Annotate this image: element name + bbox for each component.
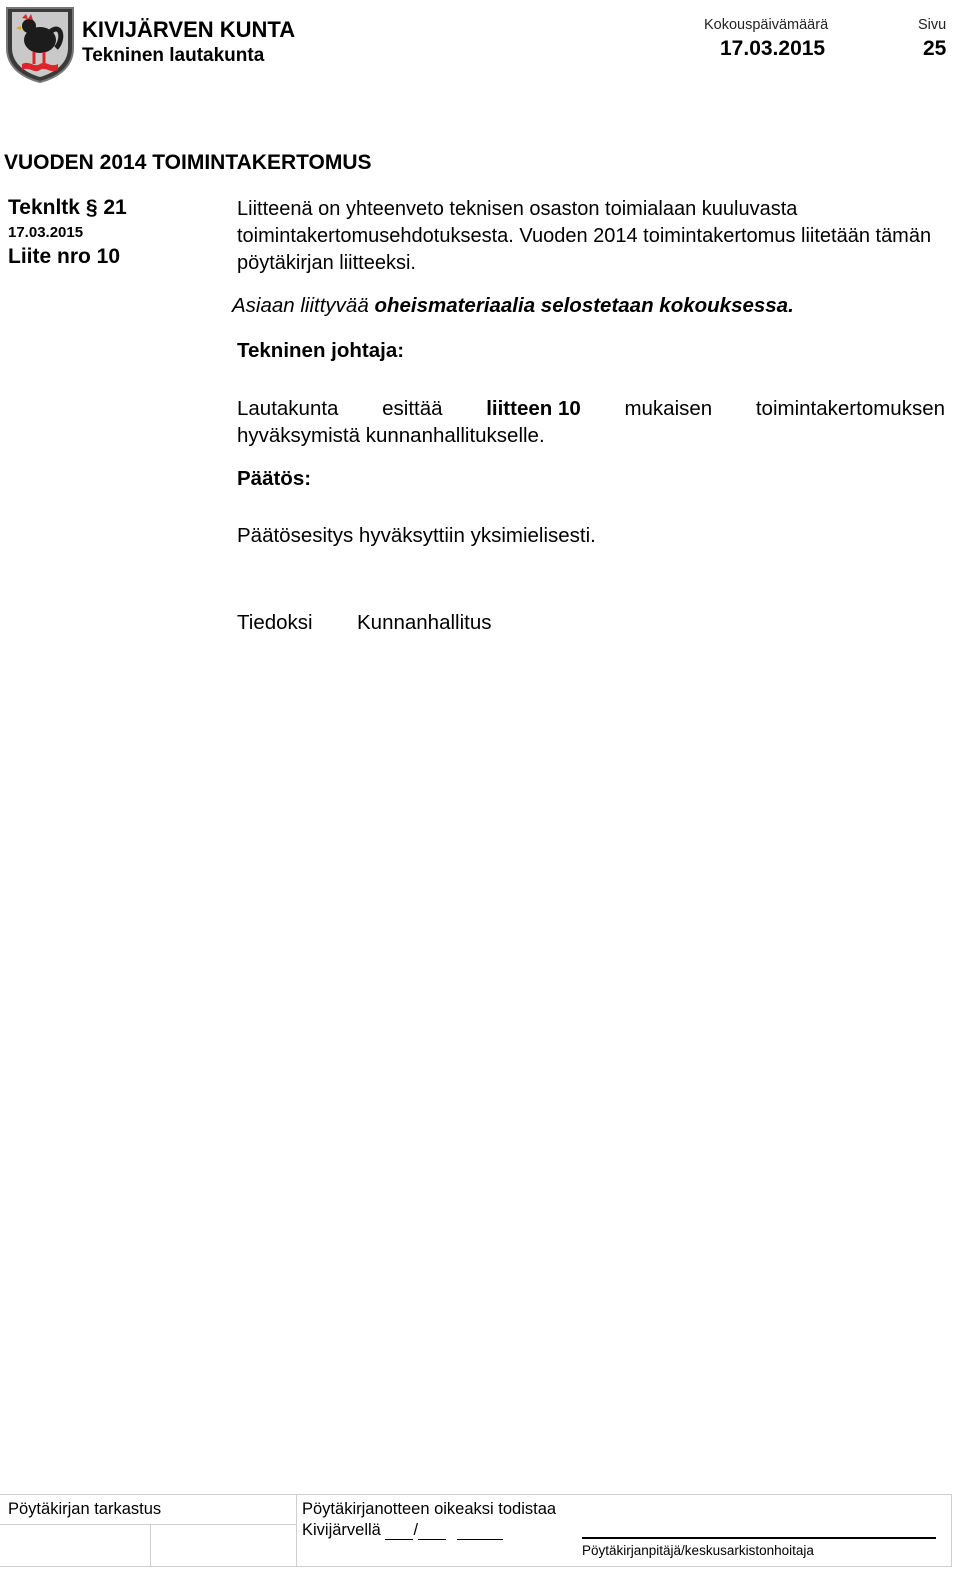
footer-bottom-rule (0, 1566, 952, 1567)
page-number: 25 (923, 37, 947, 60)
reference-date: 17.03.2015 (8, 224, 84, 241)
item-reference (8, 196, 127, 220)
proposal-word: esittää (382, 397, 443, 420)
year-blank (457, 1523, 503, 1540)
place-date-line (302, 1521, 503, 1540)
organization-name: KIVIJÄRVEN KUNTA (82, 17, 296, 42)
proposal-paragraph (237, 395, 945, 449)
day-blank (385, 1523, 413, 1540)
month-blank (418, 1523, 446, 1540)
footer-divider (150, 1524, 151, 1566)
certified-copy-label: Pöytäkirjanotteen oikeaksi todistaa (302, 1500, 557, 1518)
proposal-word: Lautakunta (237, 397, 339, 420)
footer-top-rule (0, 1494, 952, 1495)
page-label: Sivu (918, 17, 947, 33)
signer-role: Pöytäkirjanpitäjä/keskusarkistonhoitaja (582, 1543, 814, 1558)
meeting-date: 17.03.2015 (720, 37, 826, 60)
proposal-line-1 (237, 395, 945, 422)
date-slash: / (413, 1521, 419, 1539)
municipal-coat-of-arms (4, 4, 76, 84)
material-note-text: Asiaan liittyvää (232, 294, 375, 317)
proposal-word: toimintakertomuksen (755, 397, 945, 420)
board-name: Tekninen lautakunta (82, 45, 265, 66)
intro-paragraph: Liitteenä on yhteenveto teknisen osaston toimialaan kuuluvasta toimintakertomusehdotuksesta. Vuoden 2014 toimintakertomus liitetään tämän pöytäkirjan liitteeksi. (237, 198, 932, 274)
footer-divider (296, 1494, 297, 1566)
proposal-line-2: hyväksymistä kunnanhallitukselle. (237, 424, 545, 447)
director-heading: Tekninen johtaja: (237, 339, 405, 362)
decision-heading: Päätös: (237, 467, 312, 490)
minutes-check-label: Pöytäkirjan tarkastus (8, 1500, 162, 1518)
info-label: Tiedoksi (237, 611, 313, 634)
meeting-date-label: Kokouspäivämäärä (704, 17, 829, 33)
reference-prefix: Teknltk (8, 196, 80, 219)
footer-inner-rule (0, 1524, 296, 1525)
place-label: Kivijärvellä (302, 1521, 381, 1539)
section-title: VUODEN 2014 TOIMINTAKERTOMUS (4, 151, 372, 174)
info-recipient: Kunnanhallitus (357, 611, 492, 634)
proposal-attachment-ref: liitteen 10 (486, 397, 581, 420)
proposal-word: mukaisen (624, 397, 713, 420)
signature-line (582, 1537, 936, 1539)
material-note-bold: oheismateriaalia selostetaan kokouksessa. (374, 294, 794, 317)
section-symbol: § (85, 196, 98, 219)
footer-divider (951, 1494, 952, 1566)
reference-number: 21 (103, 196, 127, 219)
material-note (232, 294, 794, 318)
attachment-number: Liite nro 10 (8, 245, 121, 268)
decision-text: Päätösesitys hyväksyttiin yksimielisesti. (237, 524, 596, 547)
